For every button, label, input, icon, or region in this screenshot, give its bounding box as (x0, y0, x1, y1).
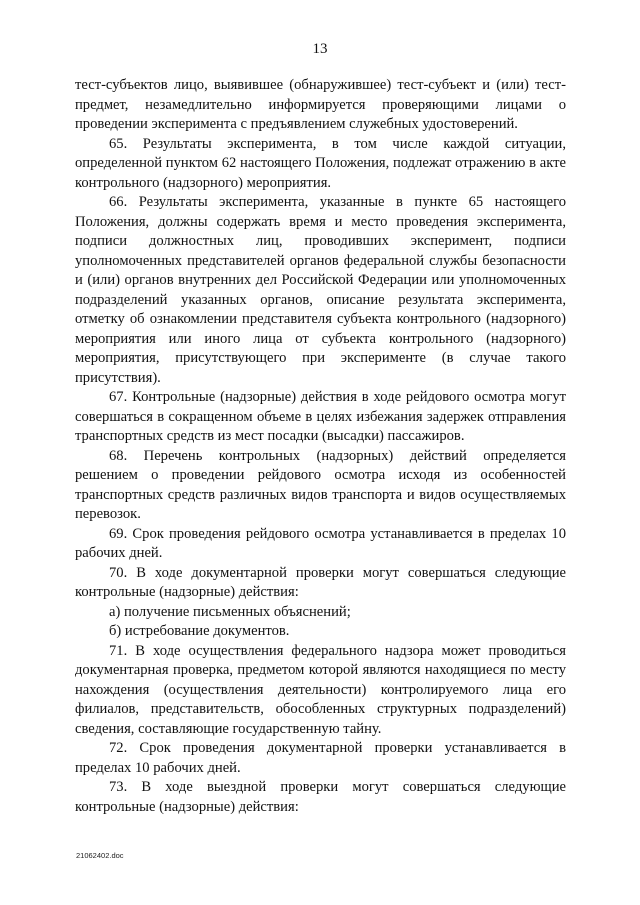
document-body (75, 76, 566, 817)
paragraph-72: 72. Срок проведения документарной проверки устанавливается в пределах 10 рабочих дней. (75, 740, 566, 776)
paragraph-65: 65. Результаты эксперимента, в том числе каждой ситуации, определенной пунктом 62 настоящего Положения, подлежат отражению в акте контрольного (надзорного) мероприятия. (75, 135, 566, 191)
paragraph-70-item-b: б) истребование документов. (109, 623, 290, 639)
paragraph-continuation: тест-субъектов лицо, выявившее (обнаружившее) тест-субъект и (или) тест-предмет, незамедлительно информируется проверяющими лицами о проведении эксперимента с предъявлением служебных удостоверений. (75, 77, 566, 132)
page-number: 13 (312, 41, 328, 57)
paragraph-70-item-a: а) получение письменных объяснений; (109, 603, 351, 620)
footer-filename: 21062402.doc (76, 851, 124, 860)
paragraph-70: 70. В ходе документарной проверки могут совершаться следующие контрольные (надзорные) действия: (75, 564, 566, 600)
paragraph-71: 71. В ходе осуществления федерального надзора может проводиться документарная проверка, предметом которой являются находящиеся по месту нахождения (осуществления деятельности) контролируемого лица его филиалов, представительств, обособленных структурных подразделений) сведения, составляющие государственную тайну. (75, 642, 566, 737)
paragraph-67: 67. Контрольные (надзорные) действия в ходе рейдового осмотра могут совершаться в сокращенном объеме в целях избежания задержек отправления транспортных средств из мест посадки (высадки) пассажиров. (75, 389, 566, 444)
paragraph-66: 66. Результаты эксперимента, указанные в пункте 65 настоящего Положения, должны содержать время и место проведения эксперимента, подписи должностных лиц, проводивших эксперимент, подписи уполномоченных представителей органов федеральной службы безопасности и (или) органов внутренних дел Российской Федерации или уполномоченных подразделений указанных органов, описание результата эксперимента, отметку об ознакомлении представителя субъекта контрольного (надзорного) мероприятия или иного лица от субъекта контрольного (надзорного) мероприятия, присутствующего при эксперименте (в случае такого присутствия). (75, 194, 566, 386)
paragraph-73: 73. В ходе выездной проверки могут совершаться следующие контрольные (надзорные) действия: (75, 779, 566, 815)
paragraph-68: 68. Перечень контрольных (надзорных) действий определяется решением о проведении рейдового осмотра исходя из особенностей транспортных средств различных видов транспорта и видов осуществляемых перевозок. (75, 447, 566, 522)
paragraph-69: 69. Срок проведения рейдового осмотра устанавливается в пределах 10 рабочих дней. (75, 525, 566, 561)
